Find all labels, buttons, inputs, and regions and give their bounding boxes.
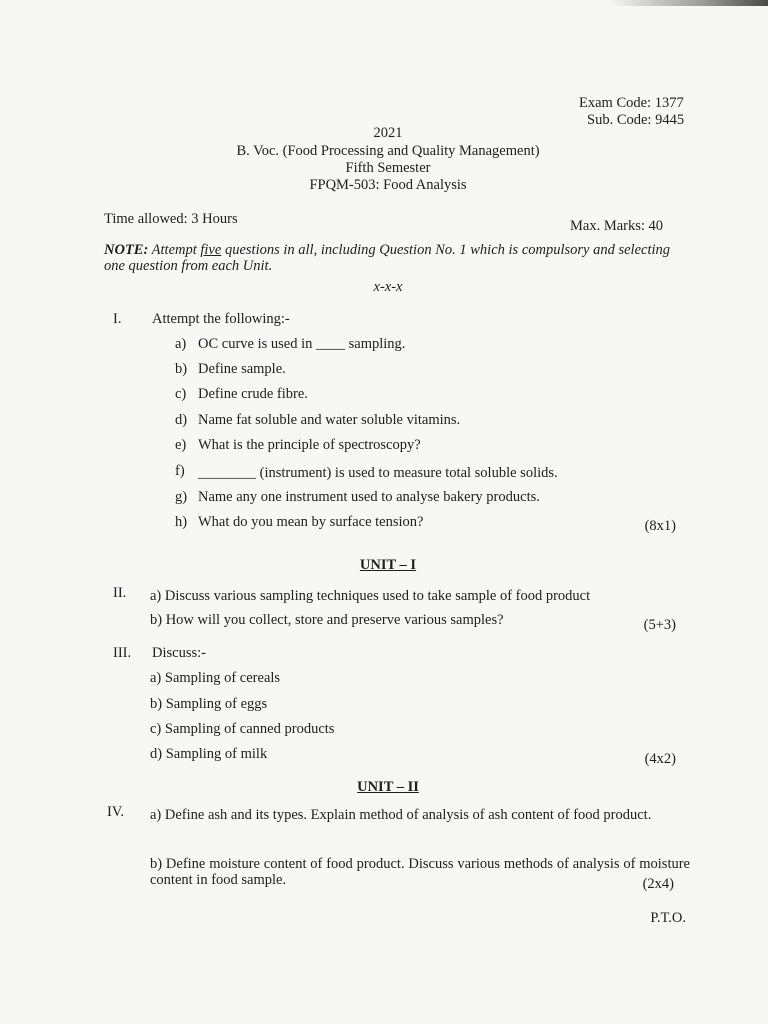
sub-code: Sub. Code: 9445 [587,112,685,128]
note-text-after: questions in all, including Question No. 1 which is compulsory and selecting one question from each Unit. [104,242,671,274]
q1-item-text: OC curve is used in ____ sampling. [198,336,406,352]
q4-part-a: a) Define ash and its types. Explain method of analysis of ash content of food product. [150,807,652,823]
note-emphasis: five [200,242,222,258]
programme-title: B. Voc. (Food Processing and Quality Management) [236,143,540,159]
q1-item-label: b) [175,361,188,377]
question-number-2: II. [113,585,127,601]
q2-part-a: a) Discuss various sampling techniques used to take sample of food product [150,588,591,604]
exam-code: Exam Code: 1377 [579,95,684,111]
q1-item-text: Define sample. [198,361,286,377]
q4-part-b: b) Define moisture content of food product. Discuss various methods of analysis of moisture content in food sample. [150,856,690,888]
separator: x-x-x [373,279,403,295]
q1-item-label: f) [175,463,185,479]
q1-item-text: Name any one instrument used to analyse bakery products. [198,489,540,505]
q3-item: a) Sampling of cereals [150,670,281,686]
q2-part-b: b) How will you collect, store and preserve various samples? [150,612,504,628]
note-label: NOTE: [104,242,149,258]
instructions-note [104,242,694,274]
question-1-title: Attempt the following:- [152,311,290,327]
page-turn-over: P.T.O. [650,910,686,926]
unit-1-heading: UNIT – I [359,557,417,573]
scan-edge-mark [608,0,768,6]
q1-marks: (8x1) [644,518,676,534]
q3-item: d) Sampling of milk [150,746,268,762]
course-title: FPQM-503: Food Analysis [309,177,467,193]
q3-item: c) Sampling of canned products [150,721,335,737]
q1-item-text: Name fat soluble and water soluble vitamins. [198,412,461,428]
q1-item-text: ________ (instrument) is used to measure total soluble solids. [198,465,558,481]
q1-item-label: g) [175,489,188,505]
question-number-3: III. [113,645,132,661]
question-number-4: IV. [107,804,125,820]
q1-item-text: What do you mean by surface tension? [198,514,424,530]
question-number-1: I. [113,311,122,327]
exam-year: 2021 [373,125,403,141]
semester: Fifth Semester [345,160,431,176]
note-text-before: Attempt [148,242,201,258]
q1-item-label: c) [175,386,187,402]
q3-marks: (4x2) [644,751,676,767]
q1-item-label: d) [175,412,188,428]
q1-item-label: e) [175,437,187,453]
q1-item-text: Define crude fibre. [198,386,308,402]
q1-item-label: h) [175,514,188,530]
q1-item-label: a) [175,336,187,352]
unit-2-heading: UNIT – II [357,779,419,795]
max-marks: Max. Marks: 40 [570,218,664,234]
question-3-title: Discuss:- [152,645,206,661]
q2-marks: (5+3) [643,617,676,633]
q3-item: b) Sampling of eggs [150,696,268,712]
q1-item-text: What is the principle of spectroscopy? [198,437,421,453]
q4-marks: (2x4) [642,876,674,892]
time-allowed: Time allowed: 3 Hours [104,211,238,227]
